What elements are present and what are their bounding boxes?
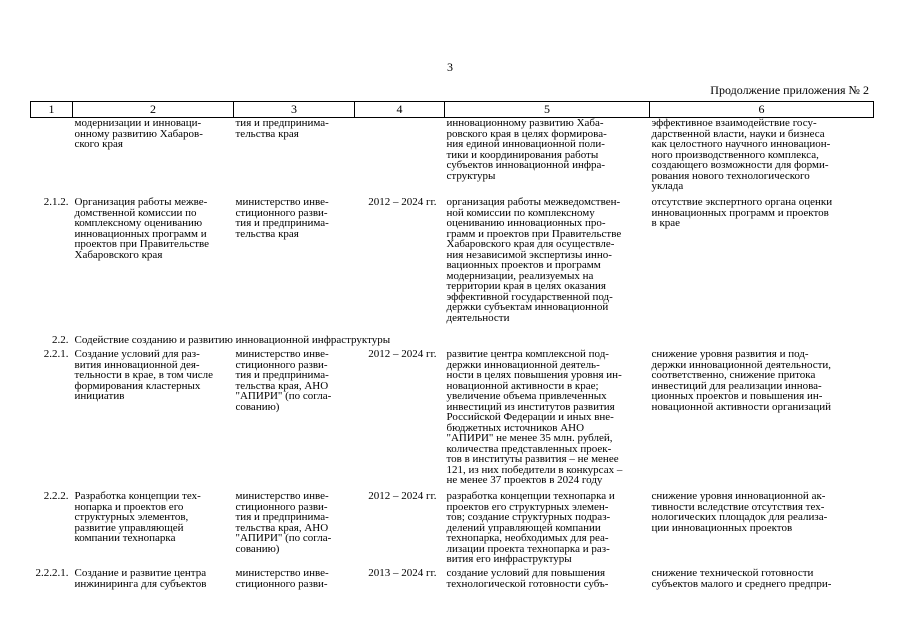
expected-result: разработка концепции технопарка и проектов его структурных элемен- тов; создание структурных подраз- делений управляющей компании технопарка, необходимых для реа- лизации проекта технопарка и раз- вития его инфраструктуры: [446, 490, 615, 565]
appendix-continuation-label: Продолжение приложения № 2: [710, 83, 869, 97]
page-number: 3: [447, 60, 453, 74]
measure-name: модернизации и инноваци- онному развитию Хабаров- ского края: [74, 117, 203, 150]
executor: тия и предпринима- тельства края: [235, 117, 329, 140]
expected-result: создание условий для повышения технологической готовности субъ-: [446, 567, 609, 590]
period: [355, 118, 445, 198]
table-header-row: [31, 102, 874, 118]
period: 2012 – 2024 гг.: [368, 348, 437, 360]
item-number: 2.2.2.: [43, 490, 69, 502]
section-title: Содействие созданию и развитию инновационной инфраструктуры: [74, 333, 391, 346]
measure-name: Организация работы межве- домственной комиссии по комплексному оцениванию инновационных программ и проектов при Правительстве Хабаровского края: [74, 196, 210, 261]
item-number: 2.2.2.1.: [35, 567, 69, 579]
section-row: [31, 331, 874, 349]
table-row: [31, 118, 874, 198]
header-col-4: 4: [355, 102, 445, 118]
consequence: снижение технической готовности субъектов малого и среднего предпри-: [651, 567, 832, 590]
executor: министерство инве- стиционного разви-: [235, 567, 329, 590]
table-row: [31, 491, 874, 568]
header-col-2: 2: [73, 102, 234, 118]
measure-name: Создание и развитие центра инжиниринга для субъектов: [74, 567, 207, 590]
executor: министерство инве- стиционного разви- тия и предпринима- тельства края: [235, 196, 329, 240]
expected-result: развитие центра комплексной под- держки инновационной деятель- ности в целях повышения уровня ин- новационной активности в крае; увеличение объема привлеченных инвестиций из институтов развития Российской Федерации и иных вне- бюджетных источников АНО "АПИРИ" не менее 35 млн. рублей, количества представленных проек- тов в институты развития – не менее 121, из них победители в конкурсах – не менее 37 проектов в 2024 году: [446, 348, 623, 486]
measure-name: Разработка концепции тех- нопарка и проектов его структурных элементов, развитие управляющей компании технопарка: [74, 490, 201, 544]
executor: министерство инве- стиционного разви- тия и предпринима- тельства края, АНО "АПИРИ" (по согла- сованию): [235, 490, 332, 555]
executor: министерство инве- стиционного разви- тия и предпринима- тельства края, АНО "АПИРИ" (по согла- сованию): [235, 348, 332, 413]
header-col-3: 3: [234, 102, 355, 118]
measure-name: Создание условий для раз- вития инновационной дея- тельности в крае, в том числе формирования кластерных инициатив: [74, 348, 214, 402]
period: 2012 – 2024 гг.: [368, 196, 437, 208]
header-col-1: 1: [31, 102, 73, 118]
table-row: [31, 197, 874, 331]
table-row: [31, 568, 874, 628]
expected-result: инновационному развитию Хаба- ровского края в целях формирова- ния единой инновационной поли- тики и координирования работы субъектов инновационной инфра- структуры: [446, 117, 607, 182]
section-number: 2.2.: [52, 333, 69, 346]
header-col-6: 6: [650, 102, 874, 118]
period: 2012 – 2024 гг.: [368, 490, 437, 502]
item-number: 2.1.2.: [43, 196, 69, 208]
consequence: отсутствие экспертного органа оценки инновационных программ и проектов в крае: [651, 196, 833, 229]
expected-result: организация работы межведомствен- ной комиссии по комплексному оцениванию инновационных про- грамм и проектов при Правительстве Хабаровского края для осуществле- ния независимой экспертизы инно- вационных проектов и программ модернизации, реализуемых на территории края в целях оказания эффективной государственной под- держки субъектам инновационной деятельности: [446, 196, 622, 324]
item-number: 2.2.1.: [43, 348, 69, 360]
period: 2013 – 2024 гг.: [368, 567, 437, 579]
item-number: [31, 118, 73, 198]
measures-table: [30, 101, 874, 628]
consequence: снижение уровня инновационной ак- тивности вследствие отсутствия тех- нологических площадок для реализа- ции инновационных проектов: [651, 490, 828, 534]
table-row: [31, 349, 874, 491]
consequence: снижение уровня развития и под- держки инновационной деятельности, соответственно, снижение притока инвестиций для реализации иннова- ционных проектов и повышения ин- новационной активности организаций: [651, 348, 832, 413]
header-col-5: 5: [445, 102, 650, 118]
consequence: эффективное взаимодействие госу- дарственной власти, науки и бизнеса как целостного научного инновацион- ного производственного комплекса, создающего возможности для форми- рования нового технологического уклада: [651, 117, 831, 192]
